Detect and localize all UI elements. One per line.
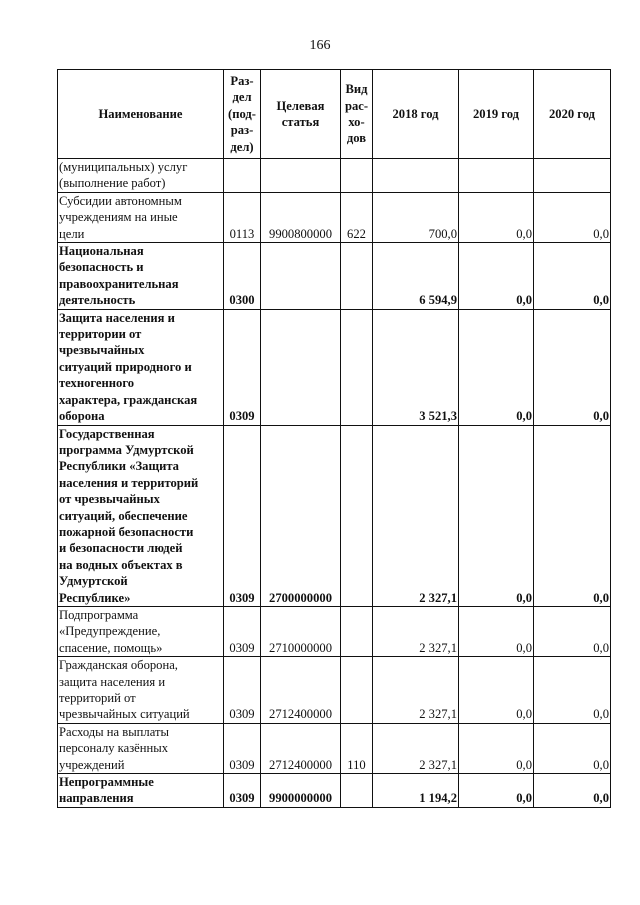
row-kind	[341, 425, 373, 606]
row-2020: 0,0	[534, 774, 611, 808]
row-2020	[534, 159, 611, 193]
row-target	[261, 243, 341, 310]
row-2018	[373, 159, 459, 193]
row-2020: 0,0	[534, 425, 611, 606]
header-kind: Вид рас- хо- дов	[341, 70, 373, 159]
row-section: 0309	[224, 657, 261, 724]
row-kind	[341, 309, 373, 425]
row-name: Подпрограмма «Предупреждение, спасение, помощь»	[58, 606, 224, 656]
table-row	[58, 192, 611, 242]
row-2018: 3 521,3	[373, 309, 459, 425]
header-2020: 2020 год	[534, 70, 611, 159]
row-section: 0309	[224, 309, 261, 425]
row-section: 0300	[224, 243, 261, 310]
row-2018: 700,0	[373, 192, 459, 242]
header-2018: 2018 год	[373, 70, 459, 159]
row-kind	[341, 159, 373, 193]
header-name: Наименование	[58, 70, 224, 159]
row-target	[261, 159, 341, 193]
table-row	[58, 309, 611, 425]
row-2019: 0,0	[459, 723, 534, 773]
table-row	[58, 657, 611, 724]
row-section: 0113	[224, 192, 261, 242]
row-2018: 2 327,1	[373, 606, 459, 656]
page-number: 166	[309, 38, 331, 53]
row-target: 9900000000	[261, 774, 341, 808]
row-name: Национальная безопасность и правоохранительная деятельность	[58, 243, 224, 310]
header-2019: 2019 год	[459, 70, 534, 159]
header-target: Целевая статья	[261, 70, 341, 159]
header-section: Раз- дел (под- раз- дел)	[224, 70, 261, 159]
row-2020: 0,0	[534, 723, 611, 773]
row-2018: 1 194,2	[373, 774, 459, 808]
row-name: Защита населения и территории от чрезвычайных ситуаций природного и техногенного характера, гражданская оборона	[58, 309, 224, 425]
row-section	[224, 159, 261, 193]
row-name: (муниципальных) услуг (выполнение работ)	[58, 159, 224, 193]
row-2020: 0,0	[534, 243, 611, 310]
row-2020: 0,0	[534, 192, 611, 242]
row-kind: 622	[341, 192, 373, 242]
row-2019: 0,0	[459, 243, 534, 310]
row-2019	[459, 159, 534, 193]
header-row	[58, 70, 611, 159]
row-2018: 2 327,1	[373, 425, 459, 606]
table-row	[58, 723, 611, 773]
row-target	[261, 309, 341, 425]
row-target: 2710000000	[261, 606, 341, 656]
table-row	[58, 606, 611, 656]
row-2020: 0,0	[534, 657, 611, 724]
row-2018: 2 327,1	[373, 723, 459, 773]
row-section: 0309	[224, 723, 261, 773]
row-name: Государственная программа Удмуртской Республики «Защита населения и территорий от чрезвычайных ситуаций, обеспечение пожарной безопасности и безопасности людей на водных объектах в Удмуртской Республике»	[58, 425, 224, 606]
row-2019: 0,0	[459, 657, 534, 724]
row-2020: 0,0	[534, 606, 611, 656]
row-kind	[341, 243, 373, 310]
row-name: Субсидии автономным учреждениям на иные цели	[58, 192, 224, 242]
row-target: 2700000000	[261, 425, 341, 606]
row-2019: 0,0	[459, 774, 534, 808]
row-target: 2712400000	[261, 723, 341, 773]
row-2019: 0,0	[459, 425, 534, 606]
table-row	[58, 425, 611, 606]
row-2019: 0,0	[459, 606, 534, 656]
row-kind	[341, 606, 373, 656]
row-2018: 6 594,9	[373, 243, 459, 310]
row-name: Непрограммные направления	[58, 774, 224, 808]
row-kind	[341, 657, 373, 724]
table-row	[58, 774, 611, 808]
row-2020: 0,0	[534, 309, 611, 425]
row-target: 9900800000	[261, 192, 341, 242]
row-section: 0309	[224, 774, 261, 808]
row-2019: 0,0	[459, 309, 534, 425]
row-kind: 110	[341, 723, 373, 773]
row-name: Расходы на выплаты персоналу казённых учреждений	[58, 723, 224, 773]
row-kind	[341, 774, 373, 808]
row-2019: 0,0	[459, 192, 534, 242]
table-row	[58, 159, 611, 193]
row-2018: 2 327,1	[373, 657, 459, 724]
table-row	[58, 243, 611, 310]
row-section: 0309	[224, 425, 261, 606]
row-section: 0309	[224, 606, 261, 656]
row-name: Гражданская оборона, защита населения и территорий от чрезвычайных ситуаций	[58, 657, 224, 724]
row-target: 2712400000	[261, 657, 341, 724]
budget-table	[57, 69, 611, 808]
